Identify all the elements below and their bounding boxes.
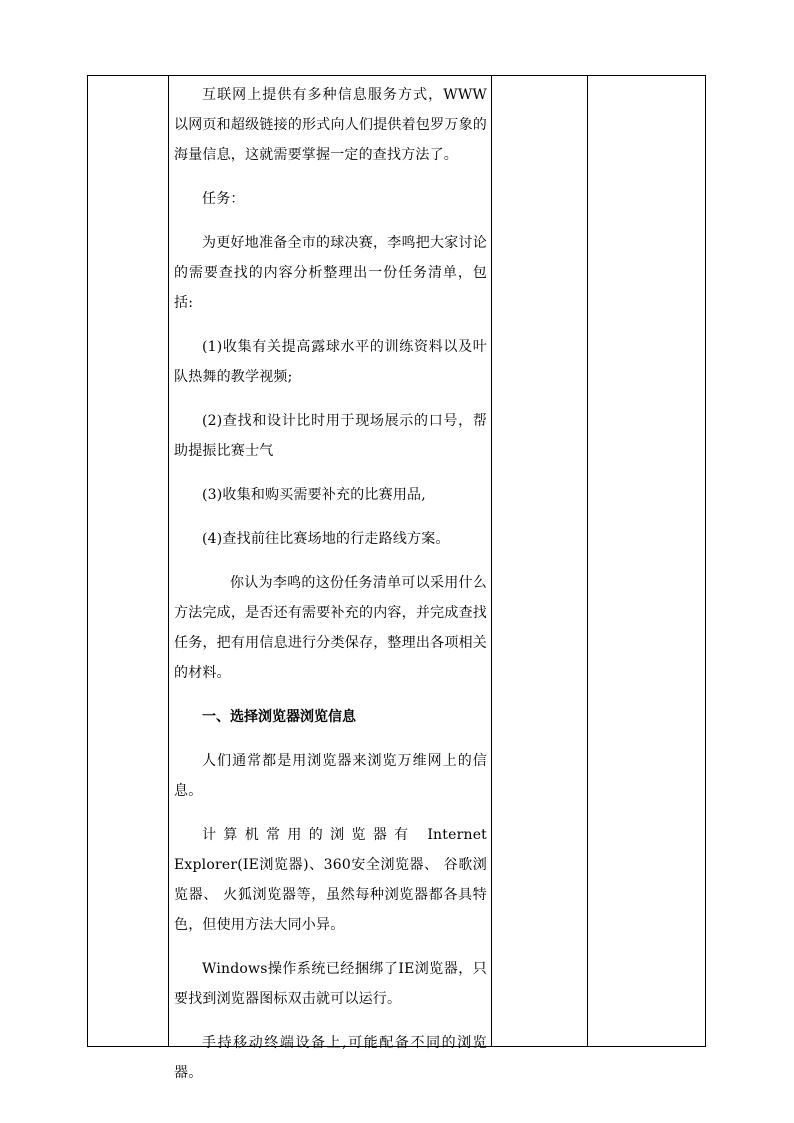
content-column [168,76,491,1081]
column-divider [587,76,588,1046]
paragraph-task-description: 为更好地准备全市的球决赛，李鸣把大家讨论的需要查找的内容分析整理出一份任务清单，包括: [174,235,487,311]
paragraph-intro: 互联网上提供有多种信息服务方式，WWW以网页和超级链接的形式向人们提供着包罗万象的海量信息，这就需要掌握一定的查找方法了。 [174,87,487,163]
section-heading: 一、选择浏览器浏览信息 [202,709,356,725]
paragraph-mobile: 手持移动终端设备上,可能配备不同的浏览器。 [174,1035,487,1081]
paragraph-task-item-4: (4)查找前往比赛场地的行走路线方案。 [202,531,450,547]
paragraph-task-label: 任务： [202,191,245,207]
paragraph-question: 你认为李鸣的这份任务清单可以采用什么方法完成，是否还有需要补充的内容，并完成查找任务，把有用信息进行分类保存，整理出各项相关的材料。 [174,575,487,681]
paragraph-task-item-2: (2)查找和设计比时用于现场展示的口号，帮助提振比赛士气 [174,413,487,459]
paragraph-browser-intro: 人们通常都是用浏览器来浏览万维网上的信息。 [174,753,487,799]
paragraph-task-item-3: (3)收集和购买需要补充的比赛用品, [202,487,426,503]
lesson-table [87,75,706,1081]
paragraph-common-browsers: 计算机常用的浏览器有 Internet Explorer(IE浏览器)、360安全浏览器、 谷歌浏览器、 火狐浏览器等，虽然每种浏览器都各具特色，但使用方法大同小异。 [174,827,487,933]
paragraph-windows-ie: Windows操作系统已经捆绑了IE浏览器，只要找到浏览器图标双击就可以运行。 [174,961,487,1007]
column-divider [491,76,492,1046]
paragraph-task-item-1: (1)收集有关提高露球水平的训练资料以及叶队热舞的教学视频; [174,339,487,385]
